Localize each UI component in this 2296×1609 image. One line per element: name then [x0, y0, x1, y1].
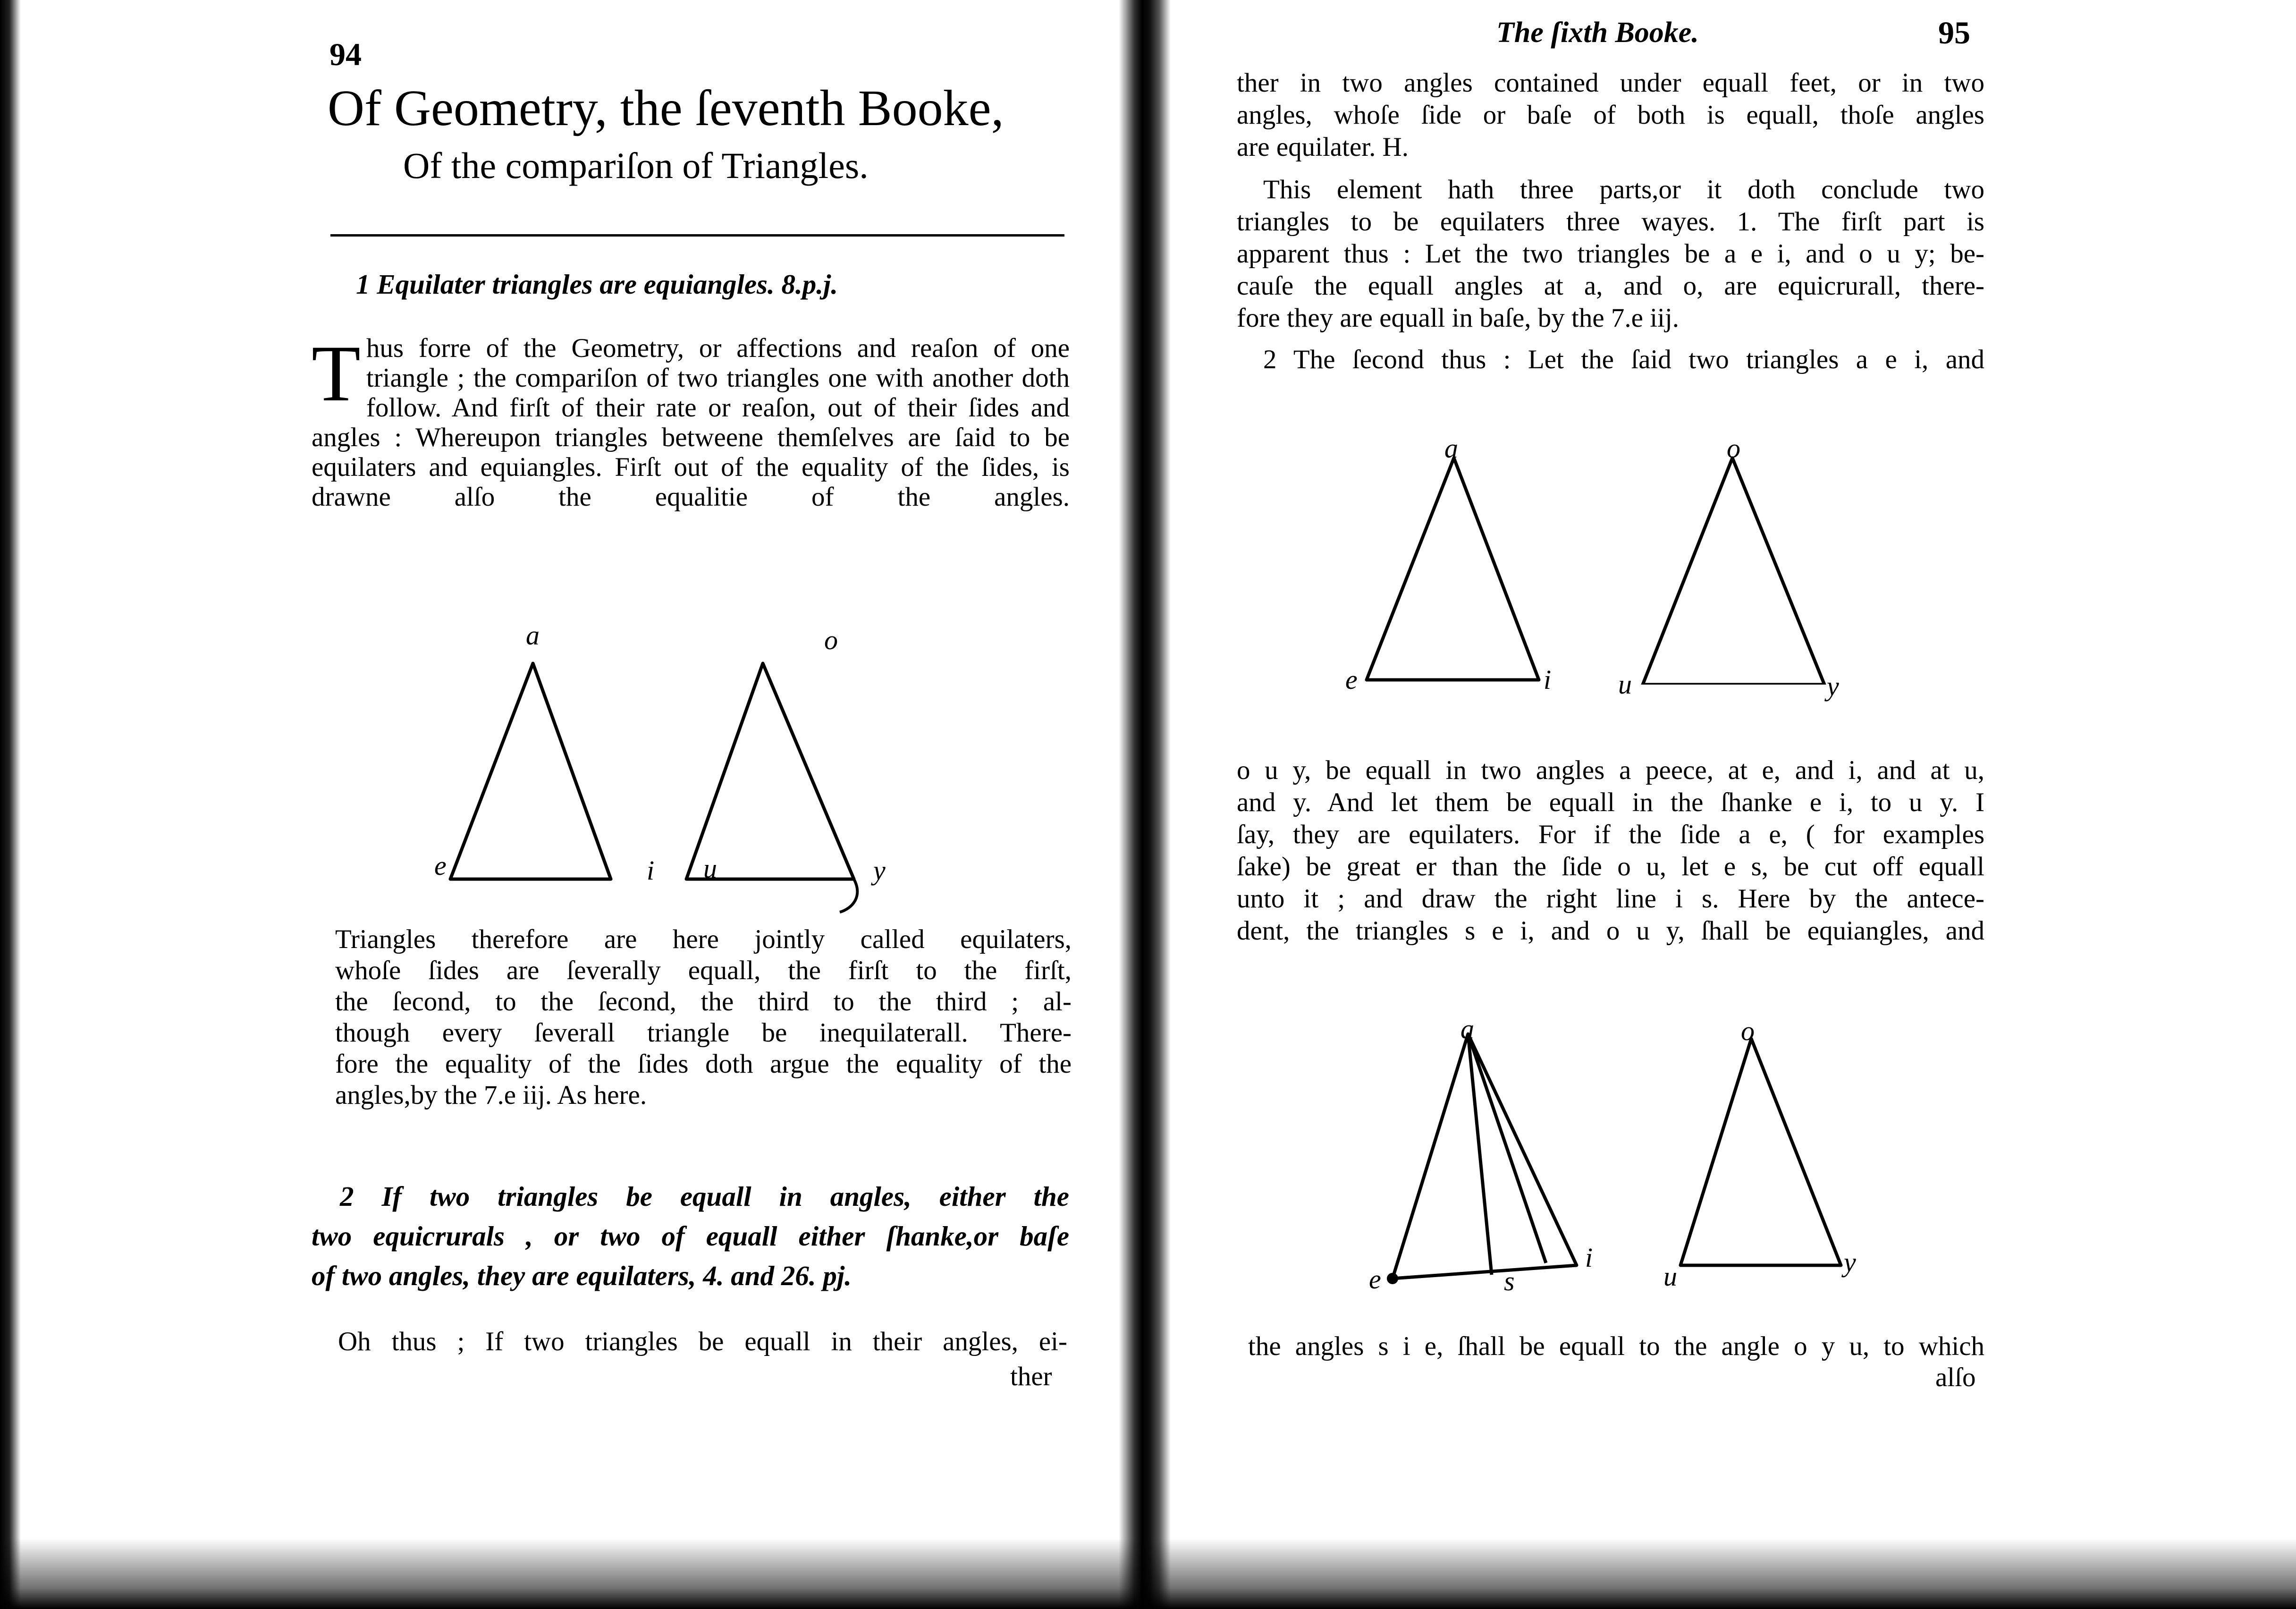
- paragraph-2-line-6: angles,by the 7.e iij. As here.: [335, 1080, 647, 1110]
- fig1-label-i: i: [647, 855, 655, 886]
- middle-line-4: ſake) be great er than the ſide o u, let e s, be cut off equall: [1237, 852, 1984, 881]
- fig2-label-o: o: [1727, 433, 1740, 464]
- fig3-label-o: o: [1741, 1016, 1755, 1046]
- y-tail: [840, 879, 857, 912]
- right-top-line-2: angles, whoſe ſide or baſe of both is equall, thoſe angles: [1237, 100, 1984, 130]
- triangle-aei: [450, 663, 611, 879]
- fig1-label-y: y: [873, 855, 886, 886]
- triangle-ouy: [686, 663, 854, 879]
- fig3-label-s: s: [1504, 1266, 1515, 1296]
- drop-cap: T: [312, 329, 361, 418]
- middle-line-5: unto it ; and draw the right line i s. Here by the antece-: [1237, 884, 1984, 914]
- parts-line-2: triangles to be equilaters three wayes. 1. The firſt part is: [1237, 207, 1984, 237]
- paragraph-3-line-1: Oh thus ; If two triangles be equall in their angles, ei-: [338, 1327, 1067, 1356]
- fig2-label-u: u: [1618, 669, 1632, 700]
- paragraph-1-text: hus forre of the Geometry, or affections and reaſon of one triangle ; the compariſon of two triangles one with another doth follow. And firſt of their rate or reaſon, out of their ſides and angles : Whereupon triangles betweene themſelves are ſaid to be equilaters and equiangles. Firſt out of the equality of the ſides, is drawne alſo the equalitie of the angles.: [312, 333, 1070, 512]
- fig1-label-a: a: [526, 620, 540, 651]
- fig1-label-o: o: [824, 625, 838, 655]
- parts-line-1: This element hath three parts,or it doth conclude two: [1263, 175, 1984, 204]
- chapter-subtitle: Of the compariſon of Triangles.: [403, 145, 869, 186]
- figure-2-triangles: [1350, 439, 1846, 685]
- left-folio: 94: [329, 36, 362, 72]
- paragraph-2-line-1: Triangles therefore are here jointly called equilaters,: [335, 924, 1072, 954]
- fig3-label-y: y: [1844, 1247, 1856, 1278]
- fig3-label-u: u: [1663, 1261, 1677, 1292]
- running-head: The ſixth Booke.: [1496, 17, 1699, 49]
- triangle-aei: [1367, 458, 1539, 680]
- paragraph-2-line-4: though every ſeverall triangle be inequilaterall. There-: [335, 1018, 1072, 1048]
- second-part-line: 2 The ſecond thus : Let the ſaid two triangles a e i, and: [1263, 345, 1984, 374]
- paragraph-2-line-2: whoſe ſides are ſeverally equall, the firſt to the firſt,: [335, 956, 1072, 985]
- triangle-ouy: [1643, 458, 1824, 685]
- element-2-line-1: 2 If two triangles be equall in angles, either the: [340, 1181, 1069, 1212]
- paragraph-2-line-5: fore the equality of the ſides doth argue the equality of the: [335, 1049, 1072, 1079]
- right-top-line-1: ther in two angles contained under equall feet, or in two: [1237, 68, 1984, 98]
- fig1-label-u: u: [703, 853, 717, 884]
- left-page: [21, 0, 1119, 1609]
- bottom-line: the angles s i e, ſhall be equall to the angle o y u, to which: [1248, 1331, 1984, 1361]
- triangle-aei: [1393, 1034, 1577, 1279]
- fig3-label-a: a: [1460, 1014, 1474, 1044]
- middle-line-2: and y. And let them be equall in the ſhanke e i, to u y. I: [1237, 788, 1984, 817]
- fig2-label-y: y: [1827, 671, 1839, 702]
- chapter-title: Of Geometry, the ſeventh Booke,: [328, 80, 1004, 136]
- fig2-label-a: a: [1444, 433, 1458, 464]
- parts-line-5: fore they are equall in baſe, by the 7.e iij.: [1237, 303, 1679, 333]
- element-2-line-2: two equicrurals , or two of equall either ſhanke,or baſe: [312, 1220, 1069, 1252]
- parts-line-4: cauſe the equall angles at a, and o, are equicrurall, there-: [1237, 271, 1984, 301]
- right-catchword: alſo: [1935, 1363, 1976, 1392]
- left-page-edge-shadow: [0, 0, 21, 1609]
- fig3-label-e: e: [1369, 1264, 1381, 1295]
- paragraph-1: [312, 329, 1070, 512]
- figure-3-triangles: [1350, 1020, 1846, 1294]
- right-top-line-3: are equilater. H.: [1237, 132, 1409, 162]
- book-gutter: [1119, 0, 1171, 1609]
- title-rule: [330, 234, 1064, 237]
- middle-line-6: dent, the triangles s e i, and o u y, ſhall be equiangles, and: [1237, 916, 1984, 946]
- triangle-ouy: [1680, 1039, 1841, 1265]
- middle-line-3: ſay, they are equilaters. For if the ſide a e, ( for examples: [1237, 820, 1984, 849]
- right-folio: 95: [1938, 15, 1970, 51]
- left-catchword: ther: [1010, 1362, 1052, 1391]
- fig3-label-i: i: [1585, 1242, 1593, 1273]
- paragraph-2-line-3: the ſecond, to the ſecond, the third to the third ; al-: [335, 987, 1072, 1016]
- fig2-label-e: e: [1345, 664, 1358, 695]
- middle-line-1: o u y, be equall in two angles a peece, at e, and i, and at u,: [1237, 755, 1984, 785]
- right-page: [1171, 0, 2296, 1609]
- fig1-label-e: e: [434, 850, 447, 881]
- point-e: [1387, 1273, 1398, 1284]
- element-1-heading: 1 Equilater triangles are equiangles. 8.p.j.: [356, 269, 838, 300]
- element-2-line-3: of two angles, they are equilaters, 4. and 26. pj.: [312, 1260, 852, 1291]
- bottom-edge-shadow: [0, 1538, 2296, 1609]
- parts-line-3: apparent thus : Let the two triangles be a e i, and o u y; be-: [1237, 239, 1984, 269]
- fig2-label-i: i: [1544, 664, 1552, 695]
